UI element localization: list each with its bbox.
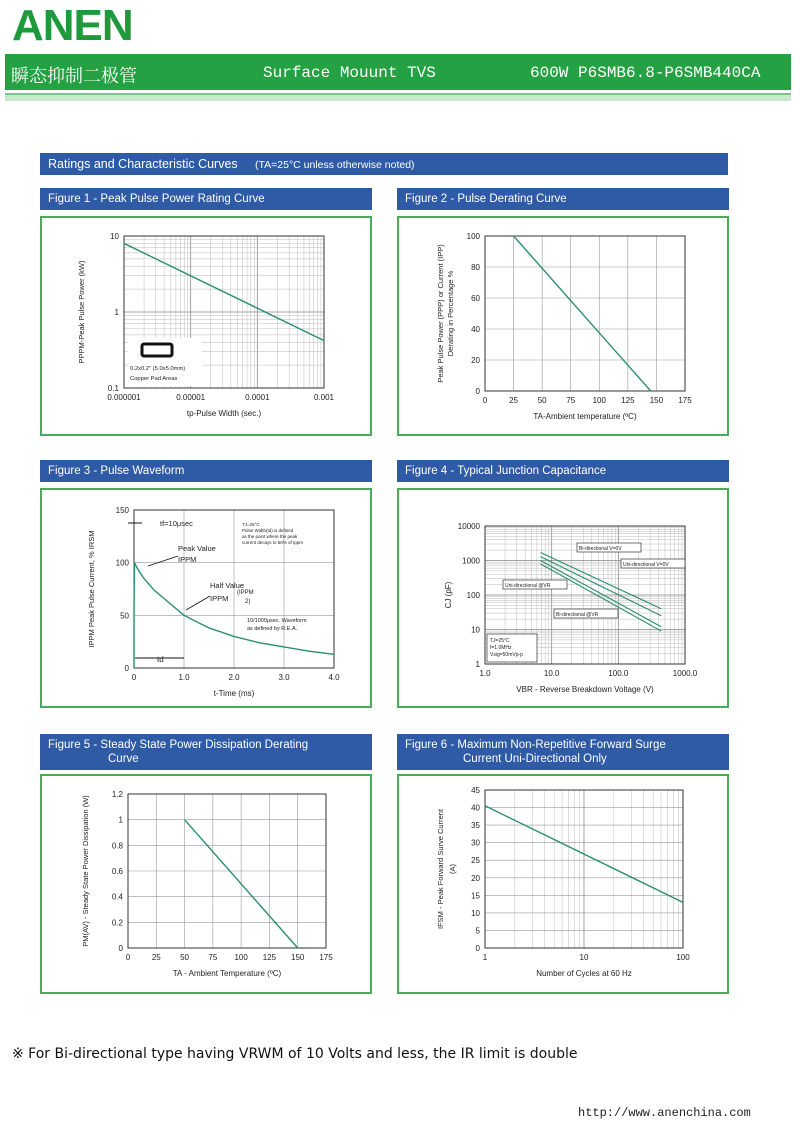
figure-4-box (397, 488, 729, 708)
annotation-text: tf=10μsec (160, 519, 193, 528)
half-pointer (186, 596, 210, 610)
x-tick-label: 0.0001 (245, 393, 270, 402)
y-axis-label: PPPM-Peak Pulse Power (kW) (77, 260, 86, 364)
y-tick-label: 20 (471, 873, 480, 883)
annotation-text: as defined by R.E.A. (247, 626, 298, 632)
y-tick-label: 0 (475, 387, 480, 396)
y-tick-label: 45 (471, 786, 480, 795)
x-tick-label: 100 (592, 396, 606, 405)
y-tick-label: 40 (471, 325, 480, 334)
y-tick-label: 150 (115, 506, 129, 515)
annotation-text: IPPM (178, 555, 197, 564)
y-axis-label: CJ (pF) (444, 581, 453, 609)
peak-pointer (148, 556, 178, 566)
x-tick-label: 10.0 (543, 669, 560, 678)
figure-1-box (40, 216, 372, 436)
x-tick-label: 125 (621, 396, 635, 405)
y-axis-label: (A) (448, 864, 457, 874)
annotation-text: f=1.0MHz (490, 645, 512, 651)
figure-3-title-text: Figure 3 - Pulse Waveform (48, 465, 185, 477)
x-tick-label: 50 (180, 953, 190, 962)
x-axis-label: t-Time (ms) (213, 689, 255, 698)
y-tick-label: 50 (120, 611, 129, 621)
x-tick-label: 125 (262, 953, 277, 962)
figure-3-chart (42, 490, 370, 706)
figure-6-title (397, 734, 729, 770)
x-tick-label: 0.000001 (107, 393, 141, 402)
figure-6-box (397, 774, 729, 994)
y-tick-label: 60 (471, 294, 480, 303)
series-line-capacitance-4 (541, 564, 662, 631)
y-axis-label: IPPM Peak Pulse Current, % IRSM (87, 530, 96, 648)
x-axis-label: VBR - Reverse Breakdown Voltage (V) (516, 685, 654, 694)
annotation-text: Vsig=50mVp-p (490, 652, 523, 658)
x-tick-label: 1.0 (479, 669, 491, 678)
figure-4-chart (399, 490, 727, 706)
annotation-text: TJ=25°C (490, 638, 510, 644)
figure-3-title (40, 460, 372, 482)
y-tick-label: 0.8 (111, 841, 123, 851)
x-tick-label: 2.0 (228, 673, 240, 682)
x-tick-label: 50 (537, 396, 547, 405)
figure-5-title-line2: Curve (108, 753, 139, 765)
header-divider (5, 93, 791, 101)
figure-2-chart (399, 218, 727, 434)
x-tick-label: 1.0 (178, 673, 190, 682)
x-tick-label: 1 (482, 953, 488, 962)
x-tick-label: 75 (566, 396, 576, 405)
y-tick-label: 1 (114, 308, 119, 317)
copper-pad-icon (142, 344, 172, 356)
figure-5-box (40, 774, 372, 994)
y-axis-label: Derating in Percentage % (446, 270, 455, 357)
x-axis-label: tp-Pulse Width (sec.) (186, 409, 262, 418)
y-tick-label: 0.4 (111, 892, 123, 902)
section-note: (TA=25°C unless otherwise noted) (255, 159, 415, 171)
annotation-text: TJ=25°C (242, 522, 260, 527)
figure-3-box (40, 488, 372, 708)
annotation-text: as the point where the peak (242, 534, 298, 539)
y-tick-label: 0.6 (111, 867, 123, 876)
y-tick-label: 100 (466, 591, 480, 600)
y-axis-label: Peak Pulse Power (PPP) or Current (IPP) (436, 244, 445, 383)
x-tick-label: 175 (678, 396, 692, 405)
x-tick-label: 0 (131, 673, 137, 682)
x-tick-label: 0.00001 (176, 393, 206, 402)
x-tick-label: 0 (125, 953, 131, 962)
header-type: Surface Mouunt TVS (263, 64, 436, 82)
x-tick-label: 4.0 (328, 673, 340, 682)
series-line-peak-power (124, 243, 324, 340)
y-tick-label: 100 (466, 232, 480, 241)
annotation-text: Uni-directional @VR (505, 583, 551, 589)
x-tick-label: 1000.0 (672, 669, 698, 678)
y-tick-label: 10000 (457, 522, 480, 531)
x-axis-label: TA - Ambient Temperature (ºC) (172, 969, 282, 978)
annotation-text: (IPPM (237, 590, 254, 596)
y-tick-label: 0 (124, 664, 129, 673)
header-bar (5, 54, 791, 90)
y-tick-label: 1.2 (111, 790, 123, 799)
annotation-text: Peak Value (178, 544, 216, 553)
x-tick-label: 100 (676, 953, 690, 962)
y-axis-label: PM(AV) - Steady State Power Dissipation (W) (81, 795, 90, 947)
y-tick-label: 40 (471, 803, 480, 813)
annotation-text: IPPM (210, 594, 229, 603)
annotation-text: Copper Pad Areas (130, 376, 178, 382)
section-title: Ratings and Characteristic Curves (48, 157, 238, 171)
annotation-text: Bi-directional V=0V (579, 546, 622, 552)
y-tick-label: 0 (118, 944, 123, 953)
figure-2-title-text: Figure 2 - Pulse Derating Curve (405, 193, 567, 205)
x-tick-label: 25 (151, 953, 161, 962)
annotation-text: Bi-directional @VR (556, 612, 599, 618)
plot-frame (485, 236, 685, 391)
annotation-text: 2) (245, 599, 251, 605)
x-tick-label: 0.001 (313, 393, 335, 402)
y-tick-label: 15 (471, 891, 480, 901)
y-tick-label: 0.2 (111, 918, 123, 928)
y-tick-label: 10 (471, 625, 480, 635)
x-tick-label: 150 (291, 953, 305, 962)
header-part-range: 600W P6SMB6.8-P6SMB440CA (530, 64, 761, 82)
y-tick-label: 80 (471, 263, 480, 272)
x-tick-label: 75 (208, 953, 218, 962)
annotation-text: current decays to 50% of Ippm (242, 540, 304, 545)
x-tick-label: 10 (579, 953, 589, 962)
annotation-text: Half Value (210, 581, 245, 590)
figure-5-title (40, 734, 372, 770)
x-tick-label: 175 (319, 953, 333, 962)
annotation-text: td (157, 655, 164, 664)
x-tick-label: 3.0 (278, 673, 290, 682)
y-tick-label: 5 (475, 926, 480, 936)
figure-1-title (40, 188, 372, 210)
y-tick-label: 0.1 (107, 384, 119, 393)
x-tick-label: 25 (509, 396, 519, 405)
y-tick-label: 10 (110, 232, 119, 241)
website-url[interactable]: http://www.anenchina.com (578, 1106, 751, 1120)
y-tick-label: 1000 (462, 556, 480, 566)
header-cn-title: 瞬态抑制二极管 (11, 66, 137, 87)
y-tick-label: 30 (471, 838, 480, 848)
anen-logo: ANEN (12, 1, 133, 50)
section-title-bar (40, 153, 728, 175)
x-axis-label: Number of Cycles at 60 Hz (536, 969, 632, 978)
x-tick-label: 100.0 (608, 669, 629, 678)
annotation-text: Pulse Width(td) is defined (242, 528, 294, 533)
y-tick-label: 25 (471, 856, 480, 866)
figure-5-title-line1: Figure 5 - Steady State Power Dissipation Derating (48, 739, 309, 751)
figure-6-chart (399, 776, 727, 992)
y-tick-label: 0 (475, 944, 480, 953)
annotation-text: 10/1000μsec. Waveform (247, 618, 307, 624)
figure-6-title-line1: Figure 6 - Maximum Non-Repetitive Forward Surge (405, 739, 666, 751)
x-tick-label: 0 (482, 396, 488, 405)
figure-2-box (397, 216, 729, 436)
figure-4-title-text: Figure 4 - Typical Junction Capacitance (405, 465, 607, 477)
annotation-text: Uni-directional V=0V (623, 562, 669, 568)
y-tick-label: 1 (475, 660, 480, 669)
y-tick-label: 20 (471, 356, 480, 365)
y-tick-label: 100 (115, 558, 129, 568)
y-tick-label: 10 (471, 908, 480, 918)
x-tick-label: 100 (234, 953, 248, 962)
series-line-derating (514, 236, 651, 391)
figure-6-title-line2: Current Uni-Directional Only (463, 753, 607, 765)
annotation-text: 0.2x0.2" (5.0x5.0mm) (130, 366, 186, 372)
y-tick-label: 1 (118, 815, 123, 825)
figure-5-chart (42, 776, 370, 992)
x-axis-label: TA-Ambient temperature (ºC) (533, 412, 637, 421)
y-tick-label: 35 (471, 821, 480, 831)
figure-1-title-text: Figure 1 - Peak Pulse Power Rating Curve (48, 193, 265, 205)
figure-4-title (397, 460, 729, 482)
y-axis-label: IFSM - Peak Forward Surve Current (436, 808, 445, 930)
figure-2-title (397, 188, 729, 210)
footnote: ※ For Bi-directional type having VRWM of 10 Volts and less, the IR limit is double (12, 1046, 578, 1062)
figure-1-chart (42, 218, 370, 434)
x-tick-label: 150 (649, 396, 664, 405)
